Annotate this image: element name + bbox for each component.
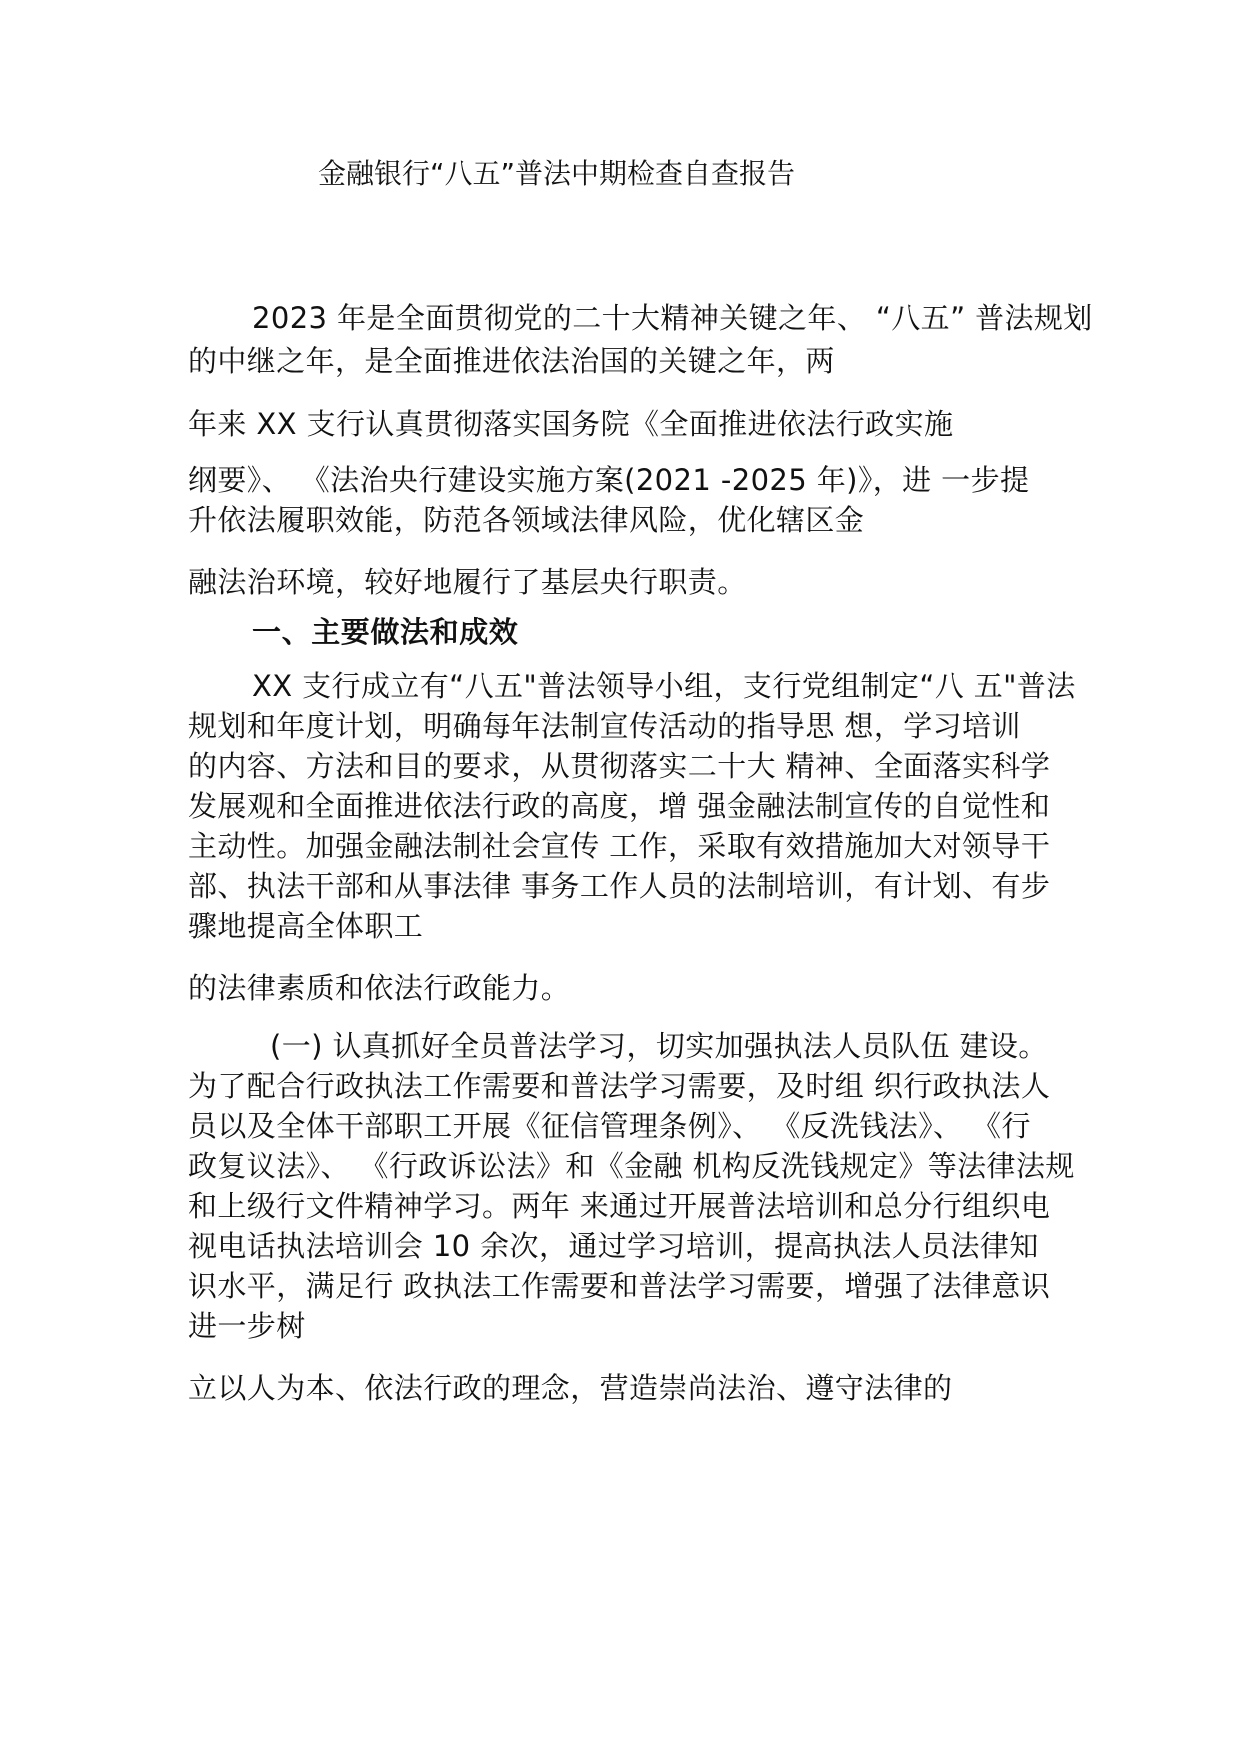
- paragraph-line: 年来 XX 支行认真贯彻落实国务院《全面推进依法行政实施: [188, 407, 954, 441]
- paragraph-line: 纲要》、 《法治央行建设实施方案(2021 -2025 年)》，进 一步提: [188, 463, 1030, 497]
- document-title: 金融银行“八五”普法中期检查自查报告: [318, 157, 796, 190]
- subsection-heading: (一) 认真抓好全员普法学习，切实加强执法人员队伍 建设。: [270, 1029, 1048, 1063]
- paragraph-line: 发展观和全面推进依法行政的高度，增 强金融法制宣传的自觉性和: [188, 789, 1051, 823]
- paragraph-line: 员以及全体干部职工开展《征信管理条例》、 《反洗钱法》、 《行: [188, 1109, 1031, 1143]
- paragraph-line: 部、执法干部和从事法律 事务工作人员的法制培训，有计划、有步: [188, 869, 1051, 903]
- paragraph-line: 规划和年度计划，明确每年法制宣传活动的指导思 想，学习培训: [188, 709, 1021, 743]
- paragraph-line: 升依法履职效能，防范各领域法律风险，优化辖区金: [188, 503, 865, 537]
- paragraph-line: 进一步树: [188, 1309, 306, 1343]
- paragraph-line: 识水平，满足行 政执法工作需要和普法学习需要，增强了法律意识: [188, 1269, 1051, 1303]
- paragraph-line: XX 支行成立有“八五"普法领导小组，支行党组制定“八 五"普法: [252, 669, 1076, 703]
- paragraph-line: 的中继之年，是全面推进依法治国的关键之年，两: [188, 344, 835, 378]
- paragraph-line: 视电话执法培训会 10 余次，通过学习培训，提高执法人员法律知: [188, 1229, 1039, 1263]
- paragraph-line: 融法治环境，较好地履行了基层央行职责。: [188, 565, 747, 599]
- paragraph-line: 的法律素质和依法行政能力。: [188, 971, 571, 1005]
- section-heading: 一、主要做法和成效: [252, 615, 519, 649]
- paragraph-line: 和上级行文件精神学习。两年 来通过开展普法培训和总分行组织电: [188, 1189, 1051, 1223]
- paragraph-line: 立以人为本、依法行政的理念，营造崇尚法治、遵守法律的: [188, 1371, 953, 1405]
- paragraph-line: 主动性。加强金融法制社会宣传 工作，采取有效措施加大对领导干: [188, 829, 1051, 863]
- paragraph-line: 骤地提高全体职工: [188, 909, 424, 943]
- paragraph-line: 政复议法》、 《行政诉讼法》和《金融 机构反洗钱规定》等法律法规: [188, 1149, 1075, 1183]
- paragraph-line: 2023 年是全面贯彻党的二十大精神关键之年、 “八五” 普法规划: [252, 301, 1093, 335]
- paragraph-line: 为了配合行政执法工作需要和普法学习需要，及时组 织行政执法人: [188, 1069, 1051, 1103]
- paragraph-line: 的内容、方法和目的要求，从贯彻落实二十大 精神、全面落实科学: [188, 749, 1051, 783]
